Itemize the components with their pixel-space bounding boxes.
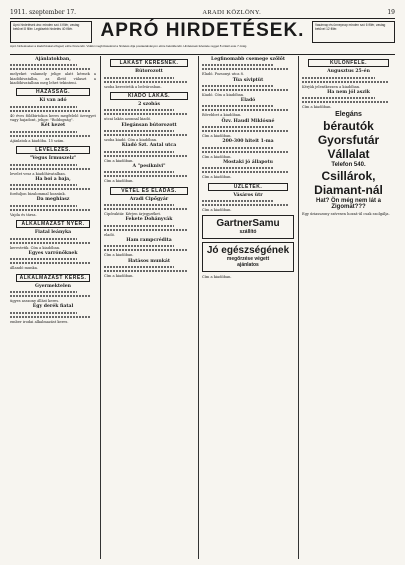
text-lines — [10, 291, 96, 297]
text-lines — [10, 238, 96, 244]
ad-text: Cím a kiadóban. — [202, 154, 232, 159]
ad-heading: Da meghiasz — [36, 197, 70, 203]
advert-line: GartnerSamu — [216, 218, 280, 230]
text-lines — [202, 147, 294, 153]
display-advert — [202, 242, 294, 272]
ad-text: Kiadó. Cím a kiadóban. — [202, 92, 245, 97]
text-lines — [104, 204, 194, 210]
section-heading: HÁZASSÁG. — [16, 88, 90, 96]
text-lines — [104, 225, 194, 231]
ad-text: Kérjük jelentkezzen a kiadóban. — [302, 84, 361, 89]
ad-text: Cím a kiadóban. — [302, 105, 332, 110]
text-lines — [10, 205, 96, 211]
ad-text: Cím a kiadóban. — [202, 134, 232, 139]
text-lines — [302, 77, 395, 83]
display-advert-line: Csillárok, — [321, 169, 376, 184]
paper-name: ARADI KÖZLÖNY. — [202, 8, 262, 16]
ad-text: Cím a kiadóban. — [104, 158, 134, 163]
section-heading: LEVELEZÉS. — [16, 146, 90, 154]
ad-heading: Ha nem jól aszik — [327, 89, 370, 95]
column-2 — [104, 56, 194, 559]
ad-heading: Eladó — [240, 98, 256, 104]
text-lines — [202, 85, 294, 91]
text-lines — [104, 109, 194, 115]
ad-text: állandó munka. — [10, 266, 39, 271]
ad-heading: 200-300 hiteit 1-ma — [222, 139, 274, 145]
ad-heading: Ajánlatokban, — [35, 57, 71, 62]
ad-heading: "Vegus Irmuszelz" — [29, 156, 77, 162]
ad-text: Cím a kiadóban. — [104, 253, 134, 258]
text-lines — [10, 258, 96, 264]
ad-heading: Ha boi a baja, — [35, 176, 71, 182]
advert-line: Jó egészségének — [206, 245, 290, 257]
ad-text: Vajda és társa. — [10, 212, 37, 217]
text-lines — [104, 151, 194, 157]
ad-heading: Ham rampcrédita — [126, 238, 172, 244]
display-advert-line: Hat? Ön még nem lát a Zigomat??? — [315, 198, 381, 211]
advert-line: megőrzése végett — [226, 256, 270, 263]
ad-text: forduljon bizalommal hozzánk. — [10, 192, 66, 197]
text-lines — [10, 131, 96, 137]
section-heading: ALKALMAZÁST KERES. — [16, 274, 90, 282]
ad-heading: Aradi Cipőgyár — [129, 196, 169, 202]
rates-box-left: Apró hirdetések ára: minden szó 4 fillér, vastag betűvel 8 fillér. Legkisebb hirdetés 40 fillér. — [10, 21, 92, 43]
section-heading: ÜZLETEK. — [208, 183, 288, 191]
page-header — [10, 6, 395, 18]
display-advert-line: Telefon 540. — [331, 162, 366, 169]
ad-heading: Bútorozott — [135, 69, 163, 75]
ad-heading: Augusztus 25-én — [327, 69, 370, 75]
section-heading: VÉTEL ÉS ELADÁS. — [110, 187, 188, 195]
ad-heading: Fiatal leányka — [34, 230, 72, 236]
text-lines — [202, 167, 294, 173]
ad-text: Cím a kiadóban. — [104, 179, 134, 184]
ad-text: melyeket valamely jelige alatt kérnek a kiadóhivatalba, az illető választ a kiadóhivatalban meg lehet tekinteni. — [10, 72, 96, 85]
ad-text: Egy úriasszony szívesen hozzá-ül csak szolgálja. — [302, 212, 390, 217]
column-3 — [202, 56, 294, 559]
ad-heading: Egy derék fiatal — [32, 304, 74, 310]
advert-line: szállító — [239, 229, 257, 236]
advert-line: ajánlatos — [237, 262, 259, 269]
masthead-title: APRÓ HIRDETÉSEK. — [100, 20, 305, 41]
issue-date: 1911. szeptember 17. — [10, 8, 77, 16]
text-lines — [104, 77, 194, 83]
text-lines — [302, 97, 395, 103]
column-divider — [298, 56, 299, 559]
header-rule — [10, 18, 395, 19]
page-number: 19 — [387, 8, 395, 16]
text-lines — [10, 184, 96, 190]
ad-text: 40 éves földbirtokos keres megfelelő özvegyet vagy hajadont, jelige: "Boldogság". — [10, 113, 96, 123]
text-lines — [10, 164, 96, 170]
ad-heading: Mostaki jó állapotu — [223, 159, 273, 165]
section-heading: KÜLÖNFÉLE. — [308, 59, 389, 67]
text-lines — [104, 130, 194, 136]
column-divider — [100, 56, 101, 559]
section-heading: LAKÁST KERESNEK. — [110, 59, 188, 67]
display-advert-line: Gyorsfutár — [317, 133, 380, 148]
ad-text: Cím a kiadóban. — [202, 275, 232, 280]
text-lines — [10, 64, 96, 70]
rates-box-right: Vasárnap és ünnepnap minden szó 6 fillér, vastag betűvel 12 fillér. — [312, 21, 395, 43]
ad-heading: Kiadó Szt. Antal utca — [121, 143, 177, 149]
ad-heading: Tüa síviptüt — [232, 77, 264, 83]
text-lines — [10, 312, 96, 318]
ad-text: kerestetik. Cím a kiadóban. — [10, 245, 61, 250]
display-advert — [202, 215, 294, 239]
ad-heading: Hatásos munkát — [127, 258, 171, 264]
text-lines — [202, 126, 294, 132]
ad-heading: A "pesiknivi" — [132, 163, 166, 169]
section-heading: KIADÓ LAKÁS. — [110, 92, 188, 100]
masthead-subline: Apró hirdetéseket a kiadóhivatal elfogad; előre fizetendő. Vidéki megbízásoknál a hirdetés díja postautalványon előre beküldendő. Hirdetések felvétele reggel 8 órától este 7 óráig. — [10, 44, 248, 48]
ad-text: Eladó. Pozsonyi utca 8. — [202, 72, 245, 77]
ad-heading: Legfinomabb csemege szőlőt — [211, 57, 285, 62]
text-lines — [202, 64, 294, 70]
text-lines — [202, 105, 294, 111]
display-advert-line: Diamant-nál — [314, 183, 383, 198]
ad-heading: Két kezet — [40, 123, 66, 129]
ad-text: Cím a kiadóban. — [202, 208, 232, 213]
section-heading: ALKALMAZÁST NYER. — [16, 220, 90, 228]
ad-text: ügyes asszony állást keres. — [10, 299, 60, 304]
ad-heading: Elegánsan bútorozott — [121, 122, 177, 128]
ad-text: ember irodai alkalmazást keres. — [10, 319, 69, 324]
text-lines — [104, 266, 194, 272]
display-advert-line: bérautók — [323, 119, 374, 134]
ad-heading: Gyermektelen — [35, 283, 71, 289]
display-advert-line: Vállalat — [327, 147, 370, 162]
column-4 — [302, 56, 395, 559]
ad-text: Cím a kiadóban. — [104, 273, 134, 278]
ad-text: szoba kerestetik a belvárosban. — [104, 84, 162, 89]
ad-heading: Özv. Haudl Miklósné — [221, 118, 275, 124]
ad-heading: Fekete Dohányvák — [125, 217, 173, 223]
ad-heading: Egyes varrónőknek — [28, 250, 78, 256]
ad-text: szoba kiadó. Cím a kiadóban. — [104, 138, 158, 143]
ad-text: Cím a kiadóban. — [202, 175, 232, 180]
column-1 — [10, 56, 96, 559]
text-lines — [202, 200, 294, 206]
ad-text: levelet vesz a kiadóhivatalban. — [10, 171, 66, 176]
ad-heading: Ki van adó — [39, 98, 67, 104]
text-lines — [10, 106, 96, 112]
ad-text: Cipőraktár. Kérjen árjegyzéket. — [104, 212, 162, 217]
ad-heading: 2 szobás — [138, 102, 160, 108]
ad-heading: Vásáros ütr — [233, 192, 263, 198]
column-divider — [198, 56, 199, 559]
text-lines — [104, 171, 194, 177]
display-advert-line: Elegáns — [335, 111, 362, 119]
ad-text: eladó. — [104, 232, 115, 237]
ad-text: Ajánlatok a kiadóba. 15 szám. — [10, 138, 65, 143]
text-lines — [104, 245, 194, 251]
masthead-rule — [10, 54, 395, 55]
ad-text: utcai lakás azonnal kiadó. — [104, 117, 152, 122]
ad-text: Bővebbet a kiadóban. — [202, 113, 242, 118]
